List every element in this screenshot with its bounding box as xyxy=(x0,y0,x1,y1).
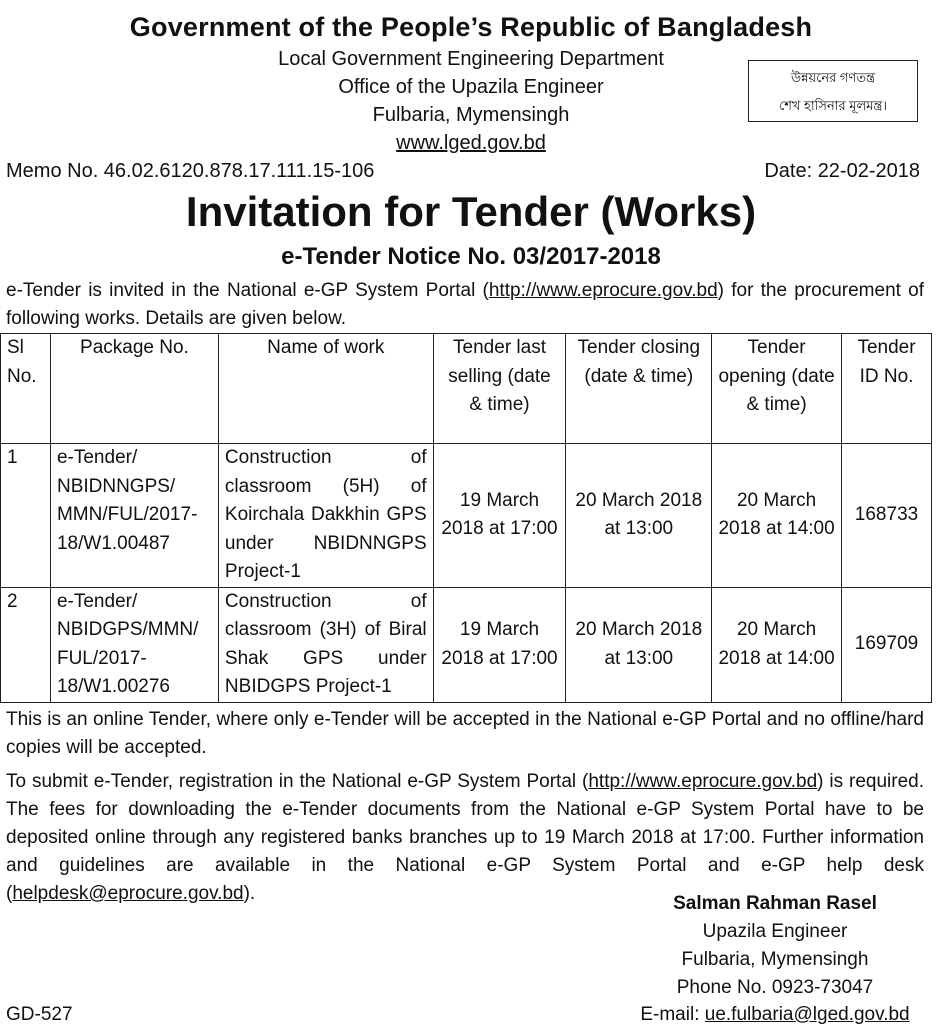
memo-number: Memo No. 46.02.6120.878.17.111.15-106 xyxy=(6,160,375,182)
slogan-line-2: শেখ হাসিনার মূলমন্ত্র। xyxy=(778,98,888,113)
government-heading: Government of the People’s Republic of Bangladesh xyxy=(129,12,813,42)
signatory-email: E-mail: ue.fulbaria@lged.gov.bd xyxy=(640,1004,910,1025)
cell-package: e-Tender/ NBIDGPS/MMN/ FUL/2017-18/W1.00276 xyxy=(50,587,218,702)
submission-paragraph: To submit e-Tender, registration in the National e-GP System Portal (http://www.eprocure.gov.bd) is required. The fees for downloading the e-Tender documents from the National e-GP System Portal have to be deposited online through any registered banks branches up to 19 March 2018 at 17:00. Further information and guidelines are available in the National e-GP System Portal and e-GP help desk (helpdesk@eprocure.gov.bd). xyxy=(6,771,924,904)
cell-work: Construction of classroom (5H) of Koirchala Dakkhin GPS under NBIDNNGPS Project-1 xyxy=(218,444,433,588)
signatory-email-link[interactable]: ue.fulbaria@lged.gov.bd xyxy=(704,1004,910,1025)
eprocure-link[interactable]: http://www.eprocure.gov.bd xyxy=(588,771,818,792)
department-name: Local Government Engineering Department xyxy=(278,48,664,70)
cell-package: e-Tender/ NBIDNNGPS/ MMN/FUL/2017-18/W1.00487 xyxy=(50,444,218,588)
tender-table xyxy=(0,333,932,703)
signatory-phone: Phone No. 0923-73047 xyxy=(676,977,874,998)
cell-selling: 19 March 2018 at 17:00 xyxy=(433,444,566,588)
notice-number: e-Tender Notice No. 03/2017-2018 xyxy=(281,243,661,270)
helpdesk-email-link[interactable]: helpdesk@eprocure.gov.bd xyxy=(12,883,244,904)
header-package: Package No. xyxy=(50,334,218,444)
cell-selling: 19 March 2018 at 17:00 xyxy=(433,587,566,702)
cell-closing: 20 March 2018 at 13:00 xyxy=(566,587,712,702)
header-work: Name of work xyxy=(218,334,433,444)
cell-tender-id: 169709 xyxy=(842,587,932,702)
slogan-box xyxy=(748,60,918,122)
table-row xyxy=(1,444,932,588)
header-sl: Sl No. xyxy=(1,334,51,444)
header-tender-id: Tender ID No. xyxy=(842,334,932,444)
cell-sl: 1 xyxy=(1,444,51,588)
cell-closing: 20 March 2018 at 13:00 xyxy=(566,444,712,588)
signatory-location: Fulbaria, Mymensingh xyxy=(681,949,869,970)
reference-code: GD-527 xyxy=(6,1004,73,1025)
cell-work: Construction of classroom (3H) of Biral Shak GPS under NBIDGPS Project-1 xyxy=(218,587,433,702)
slogan-line-1: উন্নয়নের গণতন্ত্র xyxy=(790,70,876,85)
website-link[interactable]: www.lged.gov.bd xyxy=(396,132,546,154)
office-location: Fulbaria, Mymensingh xyxy=(372,104,570,126)
header-selling: Tender last selling (date & time) xyxy=(433,334,566,444)
document-title: Invitation for Tender (Works) xyxy=(185,188,757,235)
signatory-designation: Upazila Engineer xyxy=(702,921,848,942)
notice-date: Date: 22-02-2018 xyxy=(764,160,920,182)
header-closing: Tender closing (date & time) xyxy=(566,334,712,444)
signatory-name: Salman Rahman Rasel xyxy=(673,893,877,914)
table-header-row xyxy=(1,334,932,444)
cell-opening: 20 March 2018 at 14:00 xyxy=(712,444,842,588)
office-name: Office of the Upazila Engineer xyxy=(338,76,604,98)
header-opening: Tender opening (date & time) xyxy=(712,334,842,444)
eprocure-link[interactable]: http://www.eprocure.gov.bd xyxy=(488,280,718,301)
online-note: This is an online Tender, where only e-Tender will be accepted in the National e-GP Portal and no offline/hard copies will be accepted. xyxy=(6,709,924,758)
intro-paragraph: e-Tender is invited in the National e-GP System Portal (http://www.eprocure.gov.bd) for the procurement of following works. Details are given below. xyxy=(6,280,924,329)
table-row xyxy=(1,587,932,702)
cell-opening: 20 March 2018 at 14:00 xyxy=(712,587,842,702)
cell-sl: 2 xyxy=(1,587,51,702)
cell-tender-id: 168733 xyxy=(842,444,932,588)
